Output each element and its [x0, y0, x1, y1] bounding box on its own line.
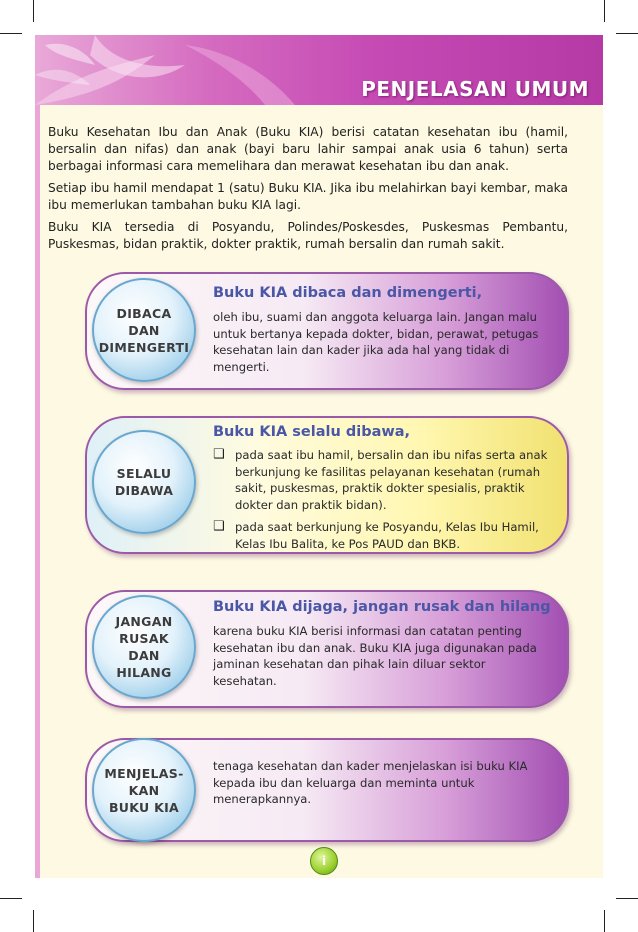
bubble-label: DIBACA DAN DIMENGERTI: [98, 305, 190, 355]
card-body: tenaga kesehatan dan kader menjelaskan isi buku KIA kepada ibu dan keluarga dan meminta untuk menerapkannya.: [213, 759, 528, 806]
crop-mark: [33, 910, 34, 932]
page-title: PENJELASAN UMUM: [361, 77, 589, 101]
checkbox-bullet-icon: ❑: [213, 519, 225, 534]
card-heading: Buku KIA selalu dibawa,: [213, 424, 411, 440]
card-heading: Buku KIA dijaga, jangan rusak dan hilang: [213, 599, 551, 615]
bubble-label: SELALU DIBAWA: [114, 466, 174, 498]
bubble-label: JANGAN RUSAK DAN HILANG: [115, 614, 173, 680]
header-banner: [35, 35, 603, 105]
crop-mark: [604, 0, 605, 22]
label-bubble: [92, 278, 196, 382]
bubble-label: MENJELAS- KAN BUKU KIA: [104, 765, 184, 815]
card-body: [213, 447, 548, 558]
intro-paragraph: Setiap ibu hamil mendapat 1 (satu) Buku KIA. Jika ibu melahirkan bayi kembar, maka ibu memerlukan tambahan buku KIA lagi.: [48, 181, 568, 212]
label-bubble: [92, 595, 196, 699]
crop-mark: [604, 910, 605, 932]
intro-paragraph: Buku KIA tersedia di Posyandu, Polindes/Poskesdes, Puskesmas Pembantu, Puskesmas, bidan praktik, dokter praktik, rumah bersalin dan rumah sakit.: [48, 220, 568, 251]
crop-mark: [33, 0, 34, 22]
card-body: karena buku KIA berisi informasi dan catatan penting kesehatan ibu dan anak. Buku KIA juga digunakan pada jaminan kesehatan dan pihak lain diluar sektor kesehatan.: [213, 624, 537, 688]
crop-mark: [616, 33, 638, 34]
left-stripe: [35, 105, 40, 878]
intro-paragraph: Buku Kesehatan Ibu dan Anak (Buku KIA) berisi catatan kesehatan ibu (hamil, bersalin dan nifas) dan anak (bayi baru lahir sampai anak usia 6 tahun) serta berbagai informasi cara memelihara dan merawat kesehatan ibu dan anak.: [48, 125, 568, 173]
checkbox-bullet-icon: ❑: [213, 447, 225, 462]
card-heading: Buku KIA dibaca dan dimengerti,: [213, 285, 483, 301]
crop-mark: [616, 898, 638, 899]
page-number: i: [310, 847, 338, 875]
card-body: oleh ibu, suami dan anggota keluarga lain. Jangan malu untuk bertanya kepada dokter, bidan, perawat, petugas kesehatan lain dan kader jika ada hal yang tidak di mengerti.: [213, 310, 539, 374]
intro-text: [48, 124, 568, 258]
bullet-item: ❑ pada saat berkunjung ke Posyandu, Kelas Ibu Hamil, Kelas Ibu Balita, ke Pos PAUD dan BKB.: [213, 519, 539, 551]
label-bubble: [92, 738, 196, 842]
crop-mark: [0, 898, 22, 899]
bullet-item: ❑ pada saat ibu hamil, bersalin dan ibu nifas serta anak berkunjung ke fasilitas pelayanan kesehatan (rumah sakit, puskesmas, praktik dokter spesialis, praktik dokter dan praktik bidan).: [213, 447, 548, 512]
label-bubble: [92, 430, 196, 534]
crop-mark: [0, 33, 22, 34]
